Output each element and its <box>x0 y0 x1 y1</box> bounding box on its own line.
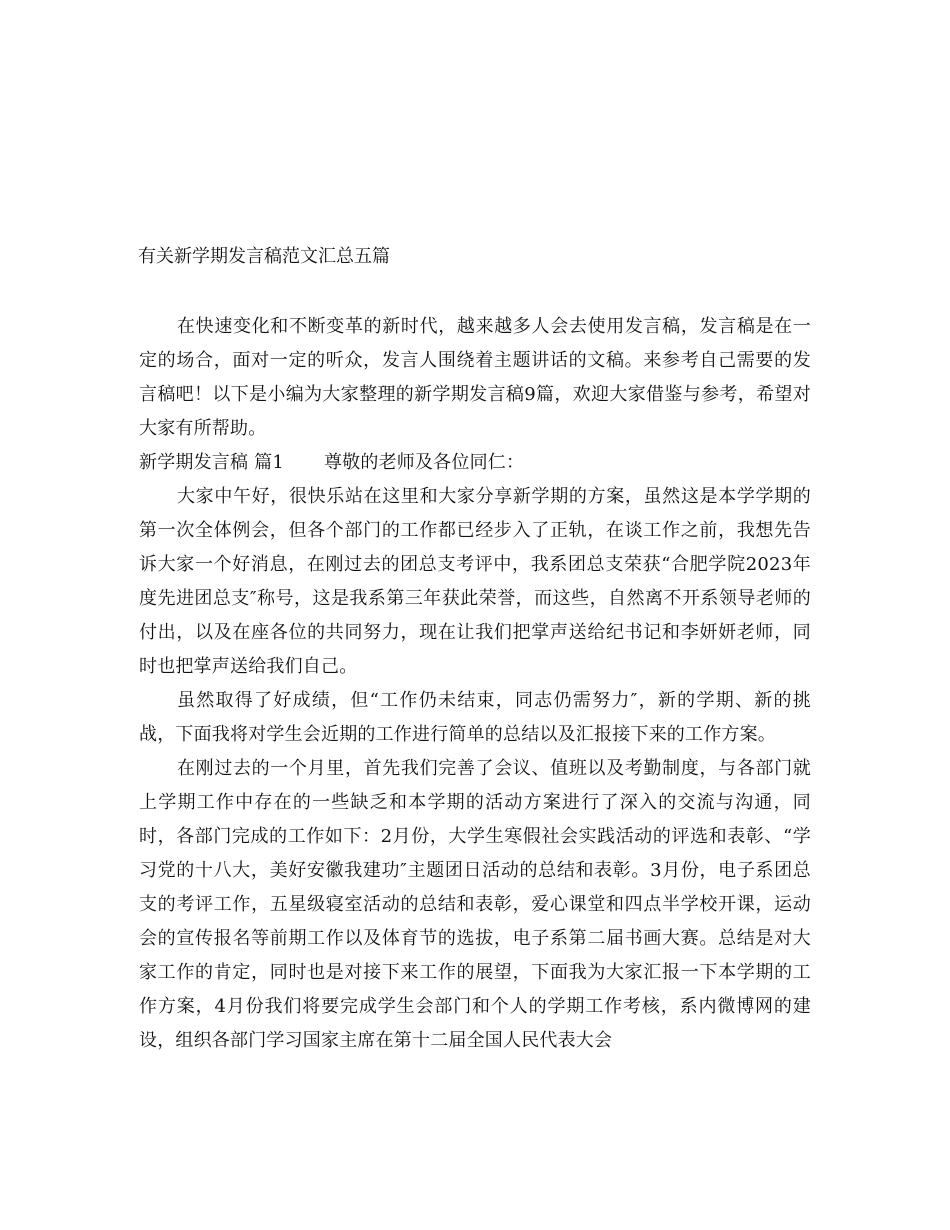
intro-paragraph: 在快速变化和不断变革的新时代，越来越多人会去使用发言稿，发言稿是在一定的场合，面对一定的听众，发言人围绕着主题讲话的文稿。来参考自己需要的发言稿吧！以下是小编为大家整理的新学期发言稿9篇，欢迎大家借鉴与参考，希望对大家有所帮助。 <box>139 316 811 439</box>
section-heading: 新学期发言稿 篇1 <box>139 452 284 473</box>
body-paragraph-2: 虽然取得了好成绩，但“工作仍未结束，同志仍需努力″，新的学期、新的挑战，下面我将对学生会近期的工作进行简单的总结以及汇报接下来的工作方案。 <box>139 690 811 745</box>
body-paragraph-3: 在刚过去的一个月里，首先我们完善了会议、值班以及考勤制度，与各部门就上学期工作中存在的一些缺乏和本学期的活动方案进行了深入的交流与沟通，同时，各部门完成的工作如下：2月份，大学生寒假社会实践活动的评选和表彰、“学习党的十八大，美好安徽我建功″主题团日活动的总结和表彰。3月份，电子系团总支的考评工作，五星级寝室活动的总结和表彰，爱心课堂和四点半学校开课，运动会的宣传报名等前期工作以及体育节的选拔，电子系第二届书画大赛。总结是对大家工作的肯定，同时也是对接下来工作的展望，下面我为大家汇报一下本学期的工作方案，4月份我们将要完成学生会部门和个人的学期工作考核，系内微博网的建设，组织各部门学习国家主席在第十二届全国人民代表大会 <box>139 758 811 1051</box>
document-body <box>139 310 811 1058</box>
section-heading-line <box>139 446 811 480</box>
body-paragraph-1: 大家中午好，很快乐站在这里和大家分享新学期的方案，虽然这是本学学期的第一次全体例会，但各个部门的工作都已经步入了正轨，在谈工作之前，我想先告诉大家一个好消息，在刚过去的团总支考评中，我系团总支荣获“合肥学院2023年度先进团总支″称号，这是我系第三年获此荣誉，而这些，自然离不开系领导老师的付出，以及在座各位的共同努力，现在让我们把掌声送给纪书记和李妍妍老师，同时也把掌声送给我们自己。 <box>139 486 811 677</box>
salutation: 尊敬的老师及各位同仁： <box>323 452 525 473</box>
document-title: 有关新学期发言稿范文汇总五篇 <box>138 246 390 267</box>
